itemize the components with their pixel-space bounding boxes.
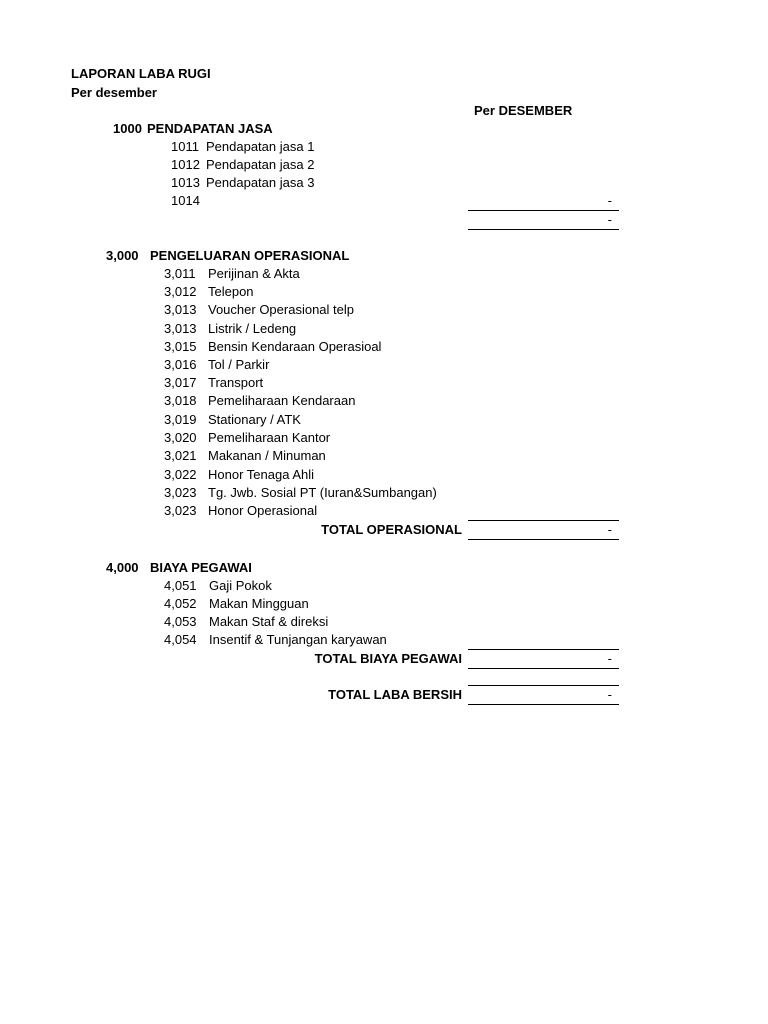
revenue-item-code: 1012 — [171, 157, 200, 172]
revenue-total-rule-bottom — [468, 229, 619, 230]
net-profit-label: TOTAL LABA BERSIH — [328, 687, 462, 702]
report-subtitle: Per desember — [71, 85, 157, 100]
operational-item-code: 3,018 — [164, 393, 197, 408]
revenue-item-code: 1014 — [171, 193, 200, 208]
operational-total-label: TOTAL OPERASIONAL — [321, 522, 462, 537]
revenue-item-code: 1013 — [171, 175, 200, 190]
staff-item-label: Makan Staf & direksi — [209, 614, 329, 629]
revenue-item-label: Pendapatan jasa 3 — [206, 175, 315, 190]
operational-total-rule-top — [468, 520, 619, 521]
revenue-section-label: PENDAPATAN JASA — [147, 121, 273, 136]
staff-item-code: 4,051 — [164, 578, 197, 593]
operational-item-label: Tg. Jwb. Sosial PT (Iuran&Sumbangan) — [208, 485, 437, 500]
staff-total-rule-bottom — [468, 668, 619, 669]
operational-item-label: Listrik / Ledeng — [208, 321, 297, 336]
operational-item-label: Honor Tenaga Ahli — [208, 467, 315, 482]
operational-item-code: 3,011 — [164, 266, 196, 281]
column-header: Per DESEMBER — [474, 103, 573, 118]
operational-item-label: Pemeliharaan Kantor — [208, 430, 331, 445]
operational-item-code: 3,022 — [164, 467, 197, 482]
operational-item-code: 3,021 — [164, 448, 197, 463]
operational-total-value: - — [607, 522, 612, 537]
staff-total-label: TOTAL BIAYA PEGAWAI — [314, 651, 462, 666]
operational-item-label: Telepon — [208, 284, 254, 299]
staff-section-label: BIAYA PEGAWAI — [150, 560, 252, 575]
staff-total-value: - — [607, 651, 612, 666]
staff-item-label: Gaji Pokok — [209, 578, 272, 593]
operational-item-code: 3,020 — [164, 430, 197, 445]
operational-item-code: 3,012 — [164, 284, 197, 299]
net-profit-rule-top — [468, 685, 619, 686]
staff-item-label: Insentif & Tunjangan karyawan — [209, 632, 387, 647]
revenue-item-code: 1011 — [171, 139, 199, 154]
staff-item-code: 4,053 — [164, 614, 197, 629]
operational-item-label: Pemeliharaan Kendaraan — [208, 393, 356, 408]
operational-item-label: Honor Operasional — [208, 503, 318, 518]
operational-total-rule-bottom — [468, 539, 619, 540]
operational-item-code: 3,017 — [164, 375, 197, 390]
operational-item-label: Stationary / ATK — [208, 412, 301, 427]
revenue-item-value: - — [607, 193, 612, 208]
operational-item-label: Perijinan & Akta — [208, 266, 300, 281]
operational-item-code: 3,016 — [164, 357, 197, 372]
revenue-item-label: Pendapatan jasa 1 — [206, 139, 315, 154]
staff-item-code: 4,054 — [164, 632, 197, 647]
revenue-item-label: Pendapatan jasa 2 — [206, 157, 315, 172]
operational-item-code: 3,013 — [164, 321, 197, 336]
staff-item-code: 4,052 — [164, 596, 197, 611]
operational-item-code: 3,019 — [164, 412, 197, 427]
report-title: LAPORAN LABA RUGI — [71, 66, 211, 81]
operational-item-code: 3,023 — [164, 485, 197, 500]
operational-item-label: Bensin Kendaraan Operasioal — [208, 339, 382, 354]
net-profit-rule-bottom — [468, 704, 619, 705]
operational-item-label: Transport — [208, 375, 264, 390]
net-profit-value: - — [607, 687, 612, 702]
revenue-total-rule-top — [468, 210, 619, 211]
operational-section-code: 3,000 — [106, 248, 139, 263]
operational-item-label: Tol / Parkir — [208, 357, 270, 372]
revenue-section-code: 1000 — [113, 121, 142, 136]
staff-total-rule-top — [468, 649, 619, 650]
staff-section-code: 4,000 — [106, 560, 139, 575]
operational-item-label: Makanan / Minuman — [208, 448, 326, 463]
operational-item-label: Voucher Operasional telp — [208, 302, 354, 317]
revenue-total-value: - — [607, 212, 612, 227]
operational-item-code: 3,013 — [164, 302, 197, 317]
operational-item-code: 3,023 — [164, 503, 197, 518]
staff-item-label: Makan Mingguan — [209, 596, 309, 611]
operational-item-code: 3,015 — [164, 339, 197, 354]
operational-section-label: PENGELUARAN OPERASIONAL — [150, 248, 350, 263]
